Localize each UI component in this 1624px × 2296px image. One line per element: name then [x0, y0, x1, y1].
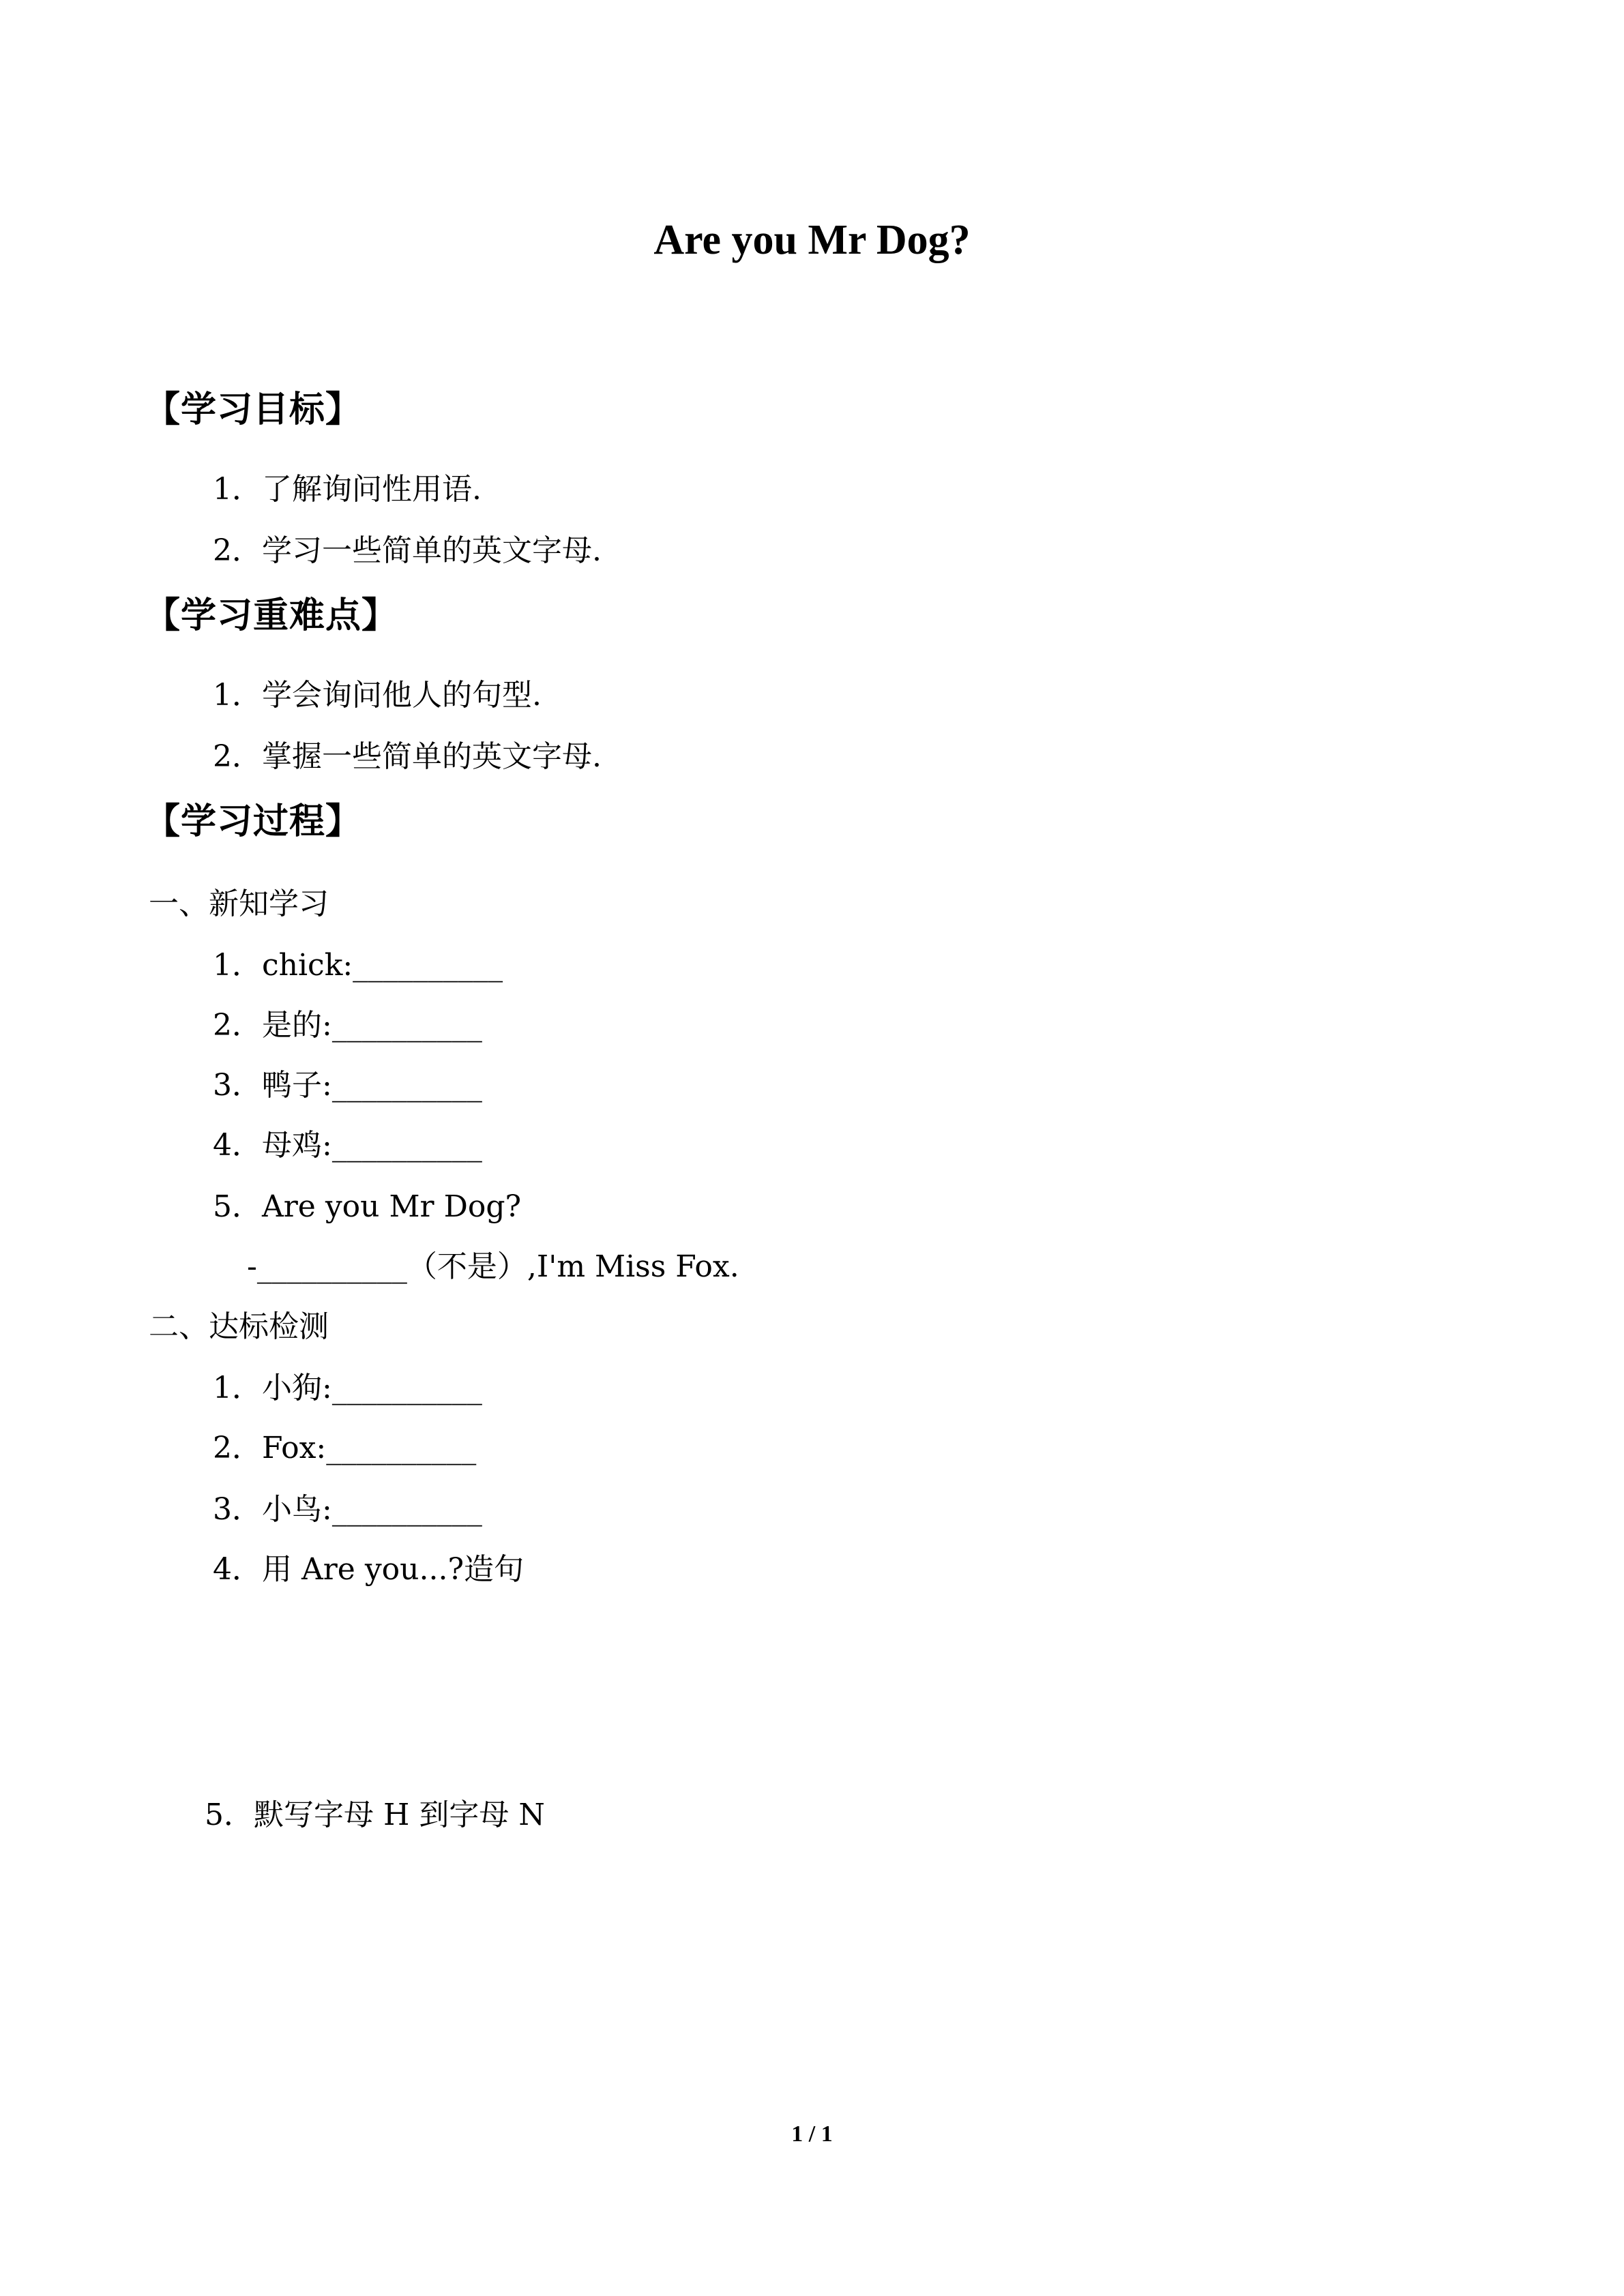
part2-label: 二、达标检测: [149, 1309, 329, 1344]
part2-item-1: 1．小狗:__________: [213, 1371, 482, 1405]
process-heading: 【学习过程】: [145, 801, 362, 842]
key-point-item-1: 1．学会询问他人的句型.: [213, 678, 542, 713]
key-point-item-2: 2．掌握一些简单的英文字母.: [213, 739, 602, 774]
part1-item-3: 3．鸭子:__________: [213, 1068, 482, 1103]
part1-item-2: 2．是的:__________: [213, 1008, 482, 1043]
part1-answer-line: -__________（不是）,I'm Miss Fox.: [247, 1249, 739, 1284]
objective-item-2: 2．学习一些简单的英文字母.: [213, 533, 602, 568]
key-points-heading: 【学习重难点】: [145, 595, 398, 636]
part2-item-5: 5．默写字母 H 到字母 N: [205, 1798, 545, 1832]
part2-item-4: 4．用 Are you...?造句: [213, 1552, 525, 1587]
part1-item-1: 1．chick:__________: [213, 948, 503, 983]
part1-item-5: 5．Are you Mr Dog?: [213, 1189, 522, 1224]
part1-label: 一、新知学习: [149, 886, 329, 921]
part2-item-3: 3．小鸟:__________: [213, 1492, 482, 1527]
part2-item-2: 2．Fox:__________: [213, 1431, 477, 1465]
objectives-heading: 【学习目标】: [145, 389, 362, 430]
document-title: Are you Mr Dog?: [653, 217, 971, 263]
page-number: 1 / 1: [791, 2121, 833, 2147]
part1-item-4: 4．母鸡:__________: [213, 1128, 482, 1163]
objective-item-1: 1．了解询问性用语.: [213, 472, 482, 507]
